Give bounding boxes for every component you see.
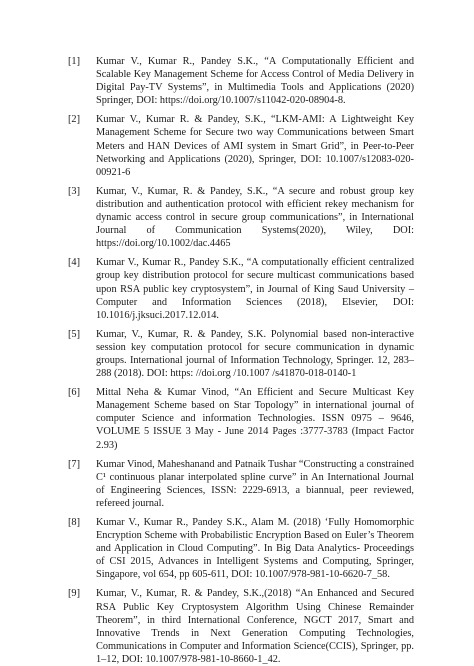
reference-number: [3] xyxy=(68,185,81,197)
reference-text: Kumar Vinod, Maheshanand and Patnaik Tushar “Constructing a constrained C¹ continuous planar interpolated spline curve” in An International Journal of Engineering Sciences, ISSN: 2229-6913, a biannual, peer reviewed, refereed journal. xyxy=(96,458,414,509)
reference-text: Mittal Neha & Kumar Vinod, “An Efficient and Secure Multicast Key Management Scheme based on Star Topology” in international journal of computer Science and information Technologies. ISSN 0975 – 9646, VOLUME 5 ISSUE 3 May - June 2014 Pages :3777-3783 (Impact Factor 2.93) xyxy=(96,387,414,451)
reference-number: [4] xyxy=(68,257,81,269)
reference-number: [9] xyxy=(68,588,81,600)
reference-text: Kumar V., Kumar R., Pandey S.K., “A Computationally Efficient and Scalable Key Management Scheme for Access Control of Media Delivery in Digital Pay-TV Systems”, in Multimedia Tools and Applications (2020) Springer, DOI: https://doi.org/10.1007/s11042-020-08904-8. xyxy=(96,56,414,107)
reference-text: Kumar, V., Kumar, R. & Pandey, S.K. Polynomial based non-interactive session key computation protocol for secure communication in dynamic groups. International journal of Information Technology, Springer. 12, 283–288 (2018). DOI: https: //doi.org /10.1007 /s41870-018-0140-1 xyxy=(96,328,414,380)
reference-item xyxy=(68,587,414,666)
reference-item xyxy=(68,328,414,380)
reference-item xyxy=(68,458,414,510)
reference-text: Kumar V., Kumar R. & Pandey, S.K., “LKM-AMI: A Lightweight Key Management Scheme for Secure two way Communications between Smart Meters and HAN Devices of AMI system in Smart Grid”, in Peer-to-Peer Networking and Applications (2020), Springer, DOI: 10.1007/s12083-020-00921-6 xyxy=(96,114,414,178)
reference-text: Kumar V., Kumar R., Pandey S.K., Alam M. (2018) ‘Fully Homomorphic Encryption Scheme with Probabilistic Encryption Based on Euler’s Theorem and Application in Cloud Computing”. In Big Data Analytics- Proceedings of CSI 2015, Advances in Intelligent Systems and Computing, Springer, Singapore, vol 654, pp 605-611, DOI: 10.1007/978-981-10-6620-7_58. xyxy=(96,517,414,581)
reference-number: [8] xyxy=(68,517,81,528)
reference-number: [6] xyxy=(68,387,81,399)
reference-number: [7] xyxy=(68,458,81,470)
reference-item xyxy=(68,55,414,107)
reference-text: Kumar V., Kumar R., Pandey S.K., “A computationally efficient centralized group key distribution protocol for secure multicast communications based upon RSA public key cryptosystem”, in Journal of King Saud University – Computer and Information Sciences (2018), Elsevier, DOI: 10.1016/j.jksuci.2017.12.014. xyxy=(96,257,414,321)
reference-text: Kumar, V., Kumar, R. & Pandey, S.K., “A secure and robust group key distribution and authentication protocol with efficient rekey mechanism for dynamic access control in secure group communications”, in International Journal of Communication Systems(2020), Wiley, DOI: https://doi.org/10.1002/dac.4465 xyxy=(96,185,414,250)
reference-list xyxy=(68,55,414,666)
reference-text: Kumar, V., Kumar, R. & Pandey, S.K.,(2018) “An Enhanced and Secured RSA Public Key Cryptosystem Algorithm Using Chinese Remainder Theorem”, in third International Conference, NGCT 2017, Smart and Innovative Trends in Next Generation Computing Technologies, Communications in Computer and Information Science(CCIS), Springer, pp. 1–12, DOI: 10.1007/978-981-10-8660-1_42. xyxy=(96,588,414,665)
reference-item xyxy=(68,516,414,581)
reference-item xyxy=(68,386,414,451)
reference-item xyxy=(68,185,414,250)
reference-number: [2] xyxy=(68,114,81,126)
reference-number: [1] xyxy=(68,56,81,67)
reference-item xyxy=(68,113,414,178)
reference-number: [5] xyxy=(68,328,81,340)
reference-item xyxy=(68,256,414,321)
